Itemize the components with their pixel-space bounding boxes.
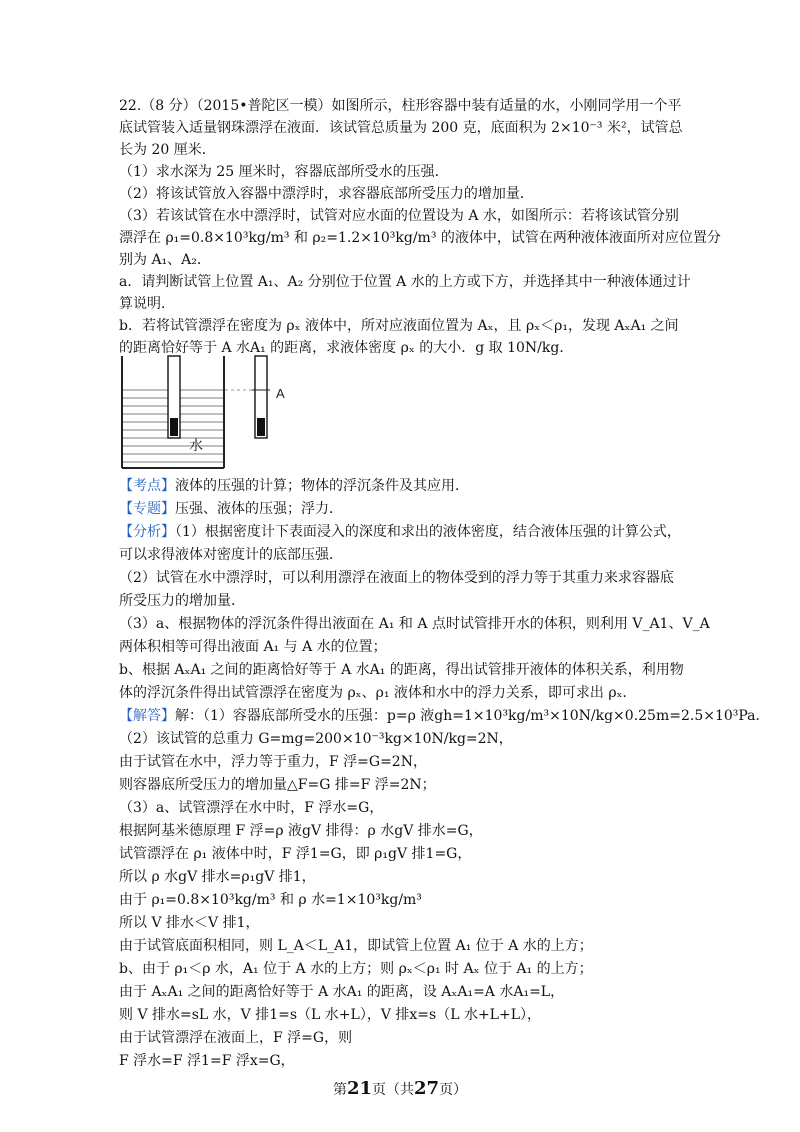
kaodian-text: 液体的压强的计算；物体的浮沉条件及其应用．: [175, 478, 469, 494]
solution-line: F 浮水=F 浮1=F 浮x=G，: [119, 1053, 295, 1069]
solution-line: 由于试管底面积相同，则 L_A＜L_A1，即试管上位置 A₁ 位于 A 水的上方；: [119, 938, 593, 954]
fenxi-line: 所受压力的增加量．: [119, 593, 245, 609]
problem-line: （1）求水深为 25 厘米时，容器底部所受水的压强．: [119, 164, 449, 180]
solution-line: 由于 ρ₁=0.8×10³kg/m³ 和 ρ 水=1×10³kg/m³: [119, 892, 422, 908]
solution-line: 由于试管在水中，浮力等于重力，F 浮=G=2N，: [119, 754, 427, 770]
kaodian-tag: 【考点】: [119, 478, 175, 494]
jieda-line: [119, 706, 770, 726]
footer-mid: 页（共: [372, 1082, 414, 1098]
solution-line: 由于 AₓA₁ 之间的距离恰好等于 A 水A₁ 的距离，设 AₓA₁=A 水A₁=L，: [119, 984, 565, 1000]
solution-line: 则 V 排水=sL 水，V 排1=s（L 水+L），V 排x=s（L 水+L+L），: [119, 1007, 542, 1023]
problem-line: 别为 A₁、A₂．: [119, 252, 211, 268]
problem-line: 漂浮在 ρ₁=0.8×10³kg/m³ 和 ρ₂=1.2×10³kg/m³ 的液体中，试管在两种液体液面所对应位置分: [119, 230, 721, 246]
problem-line: （2）将该试管放入容器中漂浮时，求容器底部所受压力的增加量．: [119, 186, 534, 202]
fenxi-text: （1）根据密度计下表面浸入的深度和求出的液体密度，结合液体压强的计算公式，: [175, 524, 681, 540]
solution-line: （3）a、试管漂浮在水中时，F 浮水=G，: [119, 800, 384, 816]
solution-line: 由于试管漂浮在液面上，F 浮=G，则: [119, 1030, 353, 1046]
problem-line: 底试管装入适量钢珠漂浮在液面．该试管总质量为 200 克，底面积为 2×10⁻³ 米²，试管总: [119, 120, 683, 136]
problem-line: 算说明．: [119, 296, 175, 312]
solution-line: 则容器底所受压力的增加量△F=G 排=F 浮=2N；: [119, 777, 436, 793]
fenxi-tag: 【分析】: [119, 524, 175, 540]
jieda-text: 解：（1）容器底部所受水的压强：p=ρ 液gh=1×10³kg/m³×10N/kg×0.25m=2.5×10³Pa．: [175, 708, 770, 724]
fenxi-line: 两体积相等可得出液面 A₁ 与 A 水的位置；: [119, 639, 387, 655]
problem-line: 22.（8 分）（2015•普陀区一模）如图所示，柱形容器中装有适量的水，小刚同学用一个平: [119, 98, 682, 114]
test-tube-figure: [119, 352, 319, 472]
fenxi-line: b、根据 AₓA₁ 之间的距离恰好等于 A 水A₁ 的距离，得出试管排开液体的体积关系，利用物: [119, 662, 684, 678]
solution-line: 所以 V 排水＜V 排1，: [119, 915, 260, 931]
problem-line: a．请判断试管上位置 A₁、A₂ 分别位于位置 A 水的上方或下方，并选择其中一种液体通过计: [119, 274, 691, 290]
fenxi-line: 体的浮沉条件得出试管漂浮在密度为 ρₓ、ρ₁ 液体和水中的浮力关系，即可求出 ρₓ．: [119, 685, 637, 701]
zhuanti-line: [119, 499, 343, 519]
page-footer: [0, 1078, 800, 1099]
problem-line: 的距离恰好等于 A 水A₁ 的距离，求液体密度 ρₓ 的大小．g 取 10N/kg．: [119, 340, 574, 356]
problem-line: b．若将试管漂浮在密度为 ρₓ 液体中，所对应液面位置为 Aₓ，且 ρₓ＜ρ₁，发现 AₓA₁ 之间: [119, 318, 679, 334]
footer-suffix: 页）: [439, 1082, 468, 1098]
fenxi-line: 可以求得液体对密度计的底部压强．: [119, 547, 343, 563]
jieda-tag: 【解答】: [119, 708, 175, 724]
footer-page-number: 21: [346, 1078, 372, 1099]
solution-line: b、由于 ρ₁＜ρ 水，A₁ 位于 A 水的上方；则 ρₓ＜ρ₁ 时 Aₓ 位于 A₁ 的上方；: [119, 961, 593, 977]
fenxi-line: （3）a、根据物体的浮沉条件得出液面在 A₁ 和 A 点时试管排开水的体积，则利用 V_A1、V_A: [119, 616, 710, 632]
solution-line: 试管漂浮在 ρ₁ 液体中时，F 浮1=G，即 ρ₁gV 排1=G，: [119, 846, 472, 862]
fenxi-line: （2）试管在水中漂浮时，可以利用漂浮在液面上的物体受到的浮力等于其重力来求容器底: [119, 570, 674, 586]
solution-line: 根据阿基米德原理 F 浮=ρ 液gV 排得：ρ 水gV 排水=G，: [119, 823, 483, 839]
figure-label-water: 水: [189, 438, 203, 454]
problem-line: （3）若该试管在水中漂浮时，试管对应水面的位置设为 A 水，如图所示：若将该试管分别: [119, 208, 679, 224]
fenxi-line: [119, 522, 681, 542]
problem-line: 长为 20 厘米．: [119, 142, 216, 158]
zhuanti-tag: 【专题】: [119, 501, 175, 517]
zhuanti-text: 压强、液体的压强；浮力．: [175, 501, 343, 517]
solution-line: （2）该试管的总重力 G=mg=200×10⁻³kg×10N/kg=2N，: [119, 731, 513, 747]
footer-prefix: 第: [332, 1082, 347, 1098]
kaodian-line: [119, 476, 469, 496]
solution-line: 所以 ρ 水gV 排水=ρ₁gV 排1，: [119, 869, 316, 885]
figure-label-a: A: [276, 386, 285, 401]
footer-total-pages: 27: [414, 1078, 440, 1099]
